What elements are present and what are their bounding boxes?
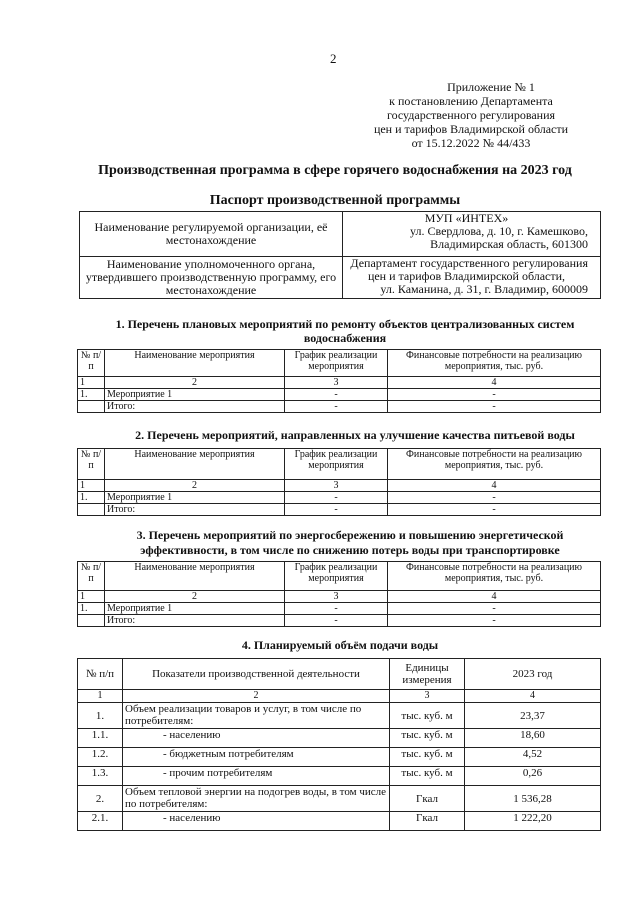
- section-2-title: 2. Перечень мероприятий, направленных на улучшение качества питьевой воды: [135, 428, 575, 442]
- index-cell: 1: [78, 377, 105, 389]
- row-value: 23,37: [465, 703, 601, 729]
- table-row: [78, 703, 601, 729]
- passport-value-line: Департамент государственного регулирования: [350, 256, 588, 270]
- row-name: Мероприятие 1: [105, 492, 285, 504]
- row-value: 1 536,28: [465, 786, 601, 812]
- index-cell: 2: [105, 377, 285, 389]
- table-row: [78, 812, 601, 831]
- appendix-line-4: цен и тарифов Владимирской области: [373, 122, 569, 136]
- index-cell: 3: [390, 690, 465, 703]
- row-name: Мероприятие 1: [105, 389, 285, 401]
- passport-title: Паспорт производственной программы: [209, 193, 461, 208]
- col-name-header: Наименование мероприятия: [105, 562, 285, 591]
- row-name: Объем тепловой энергии на подогрев воды, в том числе по потребителям:: [123, 786, 390, 812]
- row-name: - населению: [123, 812, 390, 831]
- appendix-line-1: Приложение № 1: [447, 80, 535, 94]
- row-num: 1.: [78, 703, 123, 729]
- total-label: Итого:: [105, 615, 285, 627]
- col-num-header: № п/п: [78, 562, 105, 591]
- passport-row: [80, 212, 601, 257]
- total-row: [78, 504, 601, 516]
- passport-value: [343, 257, 601, 299]
- passport-label: Наименование регулируемой организации, её местонахождение: [80, 212, 343, 257]
- col-finance-header: Финансовые потребности на реализацию мероприятия, тыс. руб.: [388, 449, 601, 480]
- total-schedule: -: [285, 504, 388, 516]
- index-cell: 3: [285, 591, 388, 603]
- index-cell: 4: [388, 377, 601, 389]
- total-schedule: -: [285, 615, 388, 627]
- passport-table: [79, 211, 601, 299]
- total-row: [78, 401, 601, 413]
- row-schedule: -: [285, 492, 388, 504]
- section-3-title: 3. Перечень мероприятий по энергосбережению и повышению энергетической эффективности, в том числе по снижению потерь воды при транспортировке: [136, 528, 564, 557]
- index-cell: 2: [123, 690, 390, 703]
- total-label: Итого:: [105, 504, 285, 516]
- row-num: 1.: [78, 603, 105, 615]
- table-row: [78, 748, 601, 767]
- row-unit: тыс. куб. м: [390, 767, 465, 786]
- row-name: Мероприятие 1: [105, 603, 285, 615]
- row-num: 1.: [78, 389, 105, 401]
- index-cell: 4: [465, 690, 601, 703]
- col-name-header: Наименование мероприятия: [105, 350, 285, 377]
- row-unit: тыс. куб. м: [390, 729, 465, 748]
- table-row: [78, 786, 601, 812]
- index-cell: 2: [105, 480, 285, 492]
- passport-label: Наименование уполномоченного органа, утвердившего производственную программу, его местонахождение: [80, 257, 343, 299]
- index-cell: 1: [78, 690, 123, 703]
- col-num-header: № п/п: [78, 659, 123, 690]
- total-finance: -: [388, 615, 601, 627]
- col-finance-header: Финансовые потребности на реализацию мероприятия, тыс. руб.: [388, 562, 601, 591]
- section-4-title: 4. Планируемый объём подачи воды: [241, 638, 439, 652]
- row-schedule: -: [285, 603, 388, 615]
- col-schedule-header: График реализации мероприятия: [285, 449, 388, 480]
- passport-value-line: ул. Свердлова, д. 10, г. Камешково,: [410, 224, 588, 238]
- table-row: [78, 389, 601, 401]
- index-cell: 4: [388, 480, 601, 492]
- passport-value-line: Владимирская область, 601300: [430, 237, 588, 251]
- row-value: 18,60: [465, 729, 601, 748]
- row-unit: Гкал: [390, 812, 465, 831]
- index-cell: 1: [78, 480, 105, 492]
- index-row: [78, 690, 601, 703]
- row-num: 1.: [78, 492, 105, 504]
- row-num: 2.: [78, 786, 123, 812]
- main-title: Производственная программа в сфере горячего водоснабжения на 2023 год: [98, 163, 572, 178]
- row-num: 1.2.: [78, 748, 123, 767]
- col-num-header: № п/п: [78, 350, 105, 377]
- index-row: [78, 591, 601, 603]
- row-schedule: -: [285, 389, 388, 401]
- index-cell: 3: [285, 480, 388, 492]
- row-name: - населению: [123, 729, 390, 748]
- col-finance-header: Финансовые потребности на реализацию мероприятия, тыс. руб.: [388, 350, 601, 377]
- passport-value-line: МУП «ИНТЕХ»: [424, 211, 509, 225]
- row-name: - прочим потребителям: [123, 767, 390, 786]
- passport-value-line: цен и тарифов Владимирской области,: [367, 269, 566, 283]
- appendix-line-3: государственного регулирования: [386, 108, 556, 122]
- table-row: [78, 767, 601, 786]
- row-unit: тыс. куб. м: [390, 748, 465, 767]
- section-2-table: [77, 448, 601, 516]
- index-cell: 1: [78, 591, 105, 603]
- col-name-header: Показатели производственной деятельности: [123, 659, 390, 690]
- col-name-header: Наименование мероприятия: [105, 449, 285, 480]
- col-num-header: № п/п: [78, 449, 105, 480]
- col-schedule-header: График реализации мероприятия: [285, 562, 388, 591]
- section-3-table: [77, 561, 601, 627]
- page-number: 2: [330, 51, 337, 66]
- table-header-row: [78, 562, 601, 591]
- row-num: 2.1.: [78, 812, 123, 831]
- section-1-title: 1. Перечень плановых мероприятий по ремонту объектов централизованных систем водоснабжения: [115, 317, 575, 345]
- appendix-line-2: к постановлению Департамента: [389, 94, 553, 108]
- row-unit: Гкал: [390, 786, 465, 812]
- index-cell: 3: [285, 377, 388, 389]
- total-finance: -: [388, 401, 601, 413]
- row-unit: тыс. куб. м: [390, 703, 465, 729]
- passport-value: [343, 212, 601, 257]
- table-row: [78, 603, 601, 615]
- col-schedule-header: График реализации мероприятия: [285, 350, 388, 377]
- total-schedule: -: [285, 401, 388, 413]
- table-header-row: [78, 350, 601, 377]
- table-header-row: [78, 449, 601, 480]
- table-header-row: [78, 659, 601, 690]
- index-cell: 4: [388, 591, 601, 603]
- table-row: [78, 492, 601, 504]
- row-value: 0,26: [465, 767, 601, 786]
- row-finance: -: [388, 389, 601, 401]
- appendix-block: [360, 80, 582, 150]
- table-row: [78, 729, 601, 748]
- row-finance: -: [388, 603, 601, 615]
- total-finance: -: [388, 504, 601, 516]
- index-cell: 2: [105, 591, 285, 603]
- row-name: - бюджетным потребителям: [123, 748, 390, 767]
- row-value: 1 222,20: [465, 812, 601, 831]
- section-1-table: [77, 349, 601, 413]
- passport-row: [80, 257, 601, 299]
- index-row: [78, 480, 601, 492]
- row-value: 4,52: [465, 748, 601, 767]
- passport-value-line: ул. Каманина, д. 31, г. Владимир, 600009: [380, 282, 588, 296]
- row-finance: -: [388, 492, 601, 504]
- row-num: 1.1.: [78, 729, 123, 748]
- col-unit-header: Единицы измерения: [390, 659, 465, 690]
- appendix-line-5: от 15.12.2022 № 44/433: [411, 136, 531, 150]
- row-name: Объем реализации товаров и услуг, в том числе по потребителям:: [123, 703, 390, 729]
- row-num: 1.3.: [78, 767, 123, 786]
- index-row: [78, 377, 601, 389]
- col-year-header: 2023 год: [465, 659, 601, 690]
- total-label: Итого:: [105, 401, 285, 413]
- total-row: [78, 615, 601, 627]
- supply-table: [77, 658, 601, 831]
